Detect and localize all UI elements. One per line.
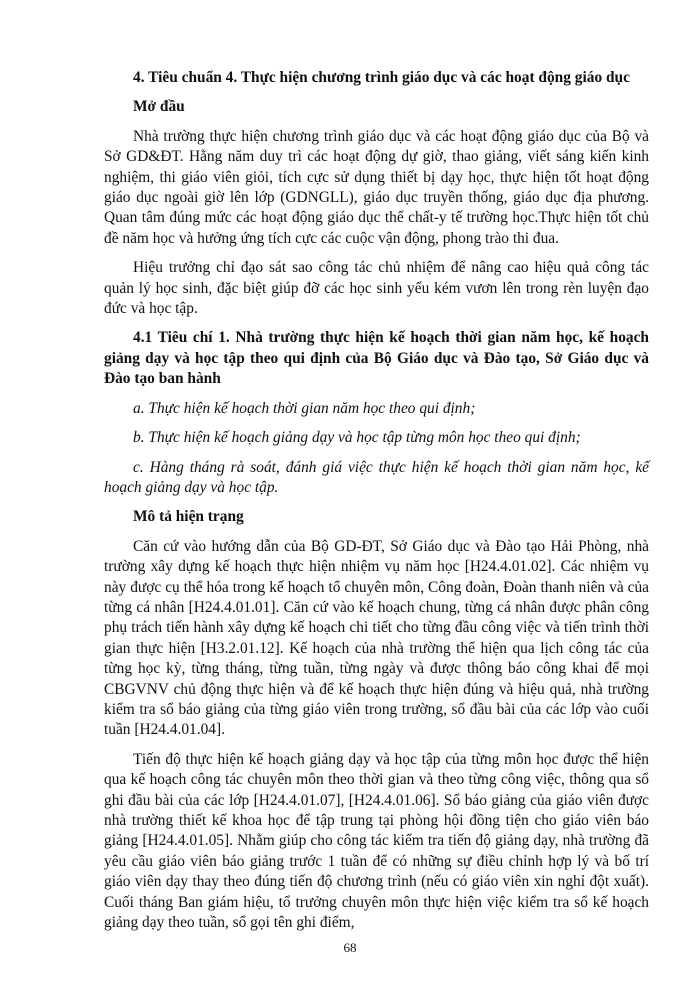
intro-heading: Mở đầu: [133, 98, 185, 116]
page-number: 68: [343, 940, 357, 955]
criterion-title: 4.1 Tiêu chí 1. Nhà trường thực hiện kế hoạch thời gian năm học, kế hoạch giảng dạy và học tập theo qui định của Bộ Giáo dục và Đào tạo, Sở Giáo dục và Đào tạo ban hành: [104, 329, 649, 388]
section-title: 4. Tiêu chuẩn 4. Thực hiện chương trình giáo dục và các hoạt động giáo dục: [133, 69, 630, 86]
status-heading: Mô tả hiện trạng: [133, 508, 244, 526]
intro-paragraph-1: Nhà trường thực hiện chương trình giáo dục và các hoạt động giáo dục của Bộ và Sở GD&ĐT. Hằng năm duy trì các hoạt động dự giờ, thao giảng, viết sáng kiến kinh nghiệm, thi giáo viên giỏi, tích cực sử dụng thiết bị dạy học, thực hiện tốt hoạt động giáo dục ngoài giờ lên lớp (GDNGLL), giáo dục truyền thống, giáo dục địa phương. Quan tâm đúng mức các hoạt động giáo dục thể chất-y tế trường học.Thực hiện tốt chủ đề năm học và hưởng ứng tích cực các cuộc vận động, phong trào thi đua.: [104, 127, 649, 247]
criterion-item-c: c. Hàng tháng rà soát, đánh giá việc thực hiện kế hoạch thời gian năm học, kế hoạch giảng dạy và học tập.: [104, 458, 649, 496]
status-paragraph-2: Tiến độ thực hiện kế hoạch giảng dạy và học tập của từng môn học được thể hiện qua kế hoạch công tác chuyên môn theo thời gian và theo từng công việc, thông qua sổ ghi đầu bài của các lớp [H24.4.01.07], [H24.4.01.06]. Sổ báo giảng của giáo viên được nhà trường thiết kế khoa học để tập trung tại phòng hội đồng tiện cho giáo viên báo giảng [H24.4.01.05]. Nhằm giúp cho công tác kiểm tra tiến độ giảng dạy, nhà trường đã yêu cầu giáo viên báo giảng trước 1 tuần để có những sự điều chỉnh hợp lý và bố trí giáo viên dạy thay theo đúng tiến độ chương trình (nếu có giáo viên xin nghỉ đột xuất). Cuối tháng Ban giám hiệu, tổ trưởng chuyên môn thực hiện việc kiểm tra sổ kế hoạch giảng dạy theo tuần, sổ gọi tên ghi điểm,: [104, 750, 649, 932]
criterion-item-a: a. Thực hiện kế hoạch thời gian năm học theo qui định;: [133, 399, 476, 417]
status-paragraph-1: Căn cứ vào hướng dẫn của Bộ GD-ĐT, Sở Giáo dục và Đào tạo Hải Phòng, nhà trường xây dựng kế hoạch thực hiện nhiệm vụ năm học [H24.4.01.02]. Các nhiệm vụ này được cụ thể hóa trong kế hoạch tổ chuyên môn, Công đoàn, Đoàn thanh niên và của từng cá nhân [H24.4.01.01]. Căn cứ vào kế hoạch chung, từng cá nhân được phân công phụ trách tiến hành xây dựng kế hoạch chi tiết cho từng đầu công việc và tiến trình thời gian thực hiện [H3.2.01.12]. Kế hoạch của nhà trường thể hiện qua lịch công tác của từng học kỳ, từng tháng, từng tuần, từng ngày và được thông báo công khai để mọi CBGVNV chủ động thực hiện và để kế hoạch thực hiện đúng và hiệu quả, nhà trường kiểm tra sổ báo giảng của từng giáo viên trong trường, sổ đầu bài của các lớp vào cuối tuần [H24.4.01.04].: [104, 537, 649, 739]
criterion-item-b: b. Thực hiện kế hoạch giảng dạy và học tập từng môn học theo qui định;: [133, 429, 581, 447]
document-page: [104, 68, 649, 942]
intro-paragraph-2: Hiệu trưởng chỉ đạo sát sao công tác chủ nhiệm để nâng cao hiệu quả công tác quản lý học sinh, đặc biệt giúp đỡ các học sinh yếu kém vươn lên trong rèn luyện đạo đức và học tập.: [104, 259, 649, 318]
